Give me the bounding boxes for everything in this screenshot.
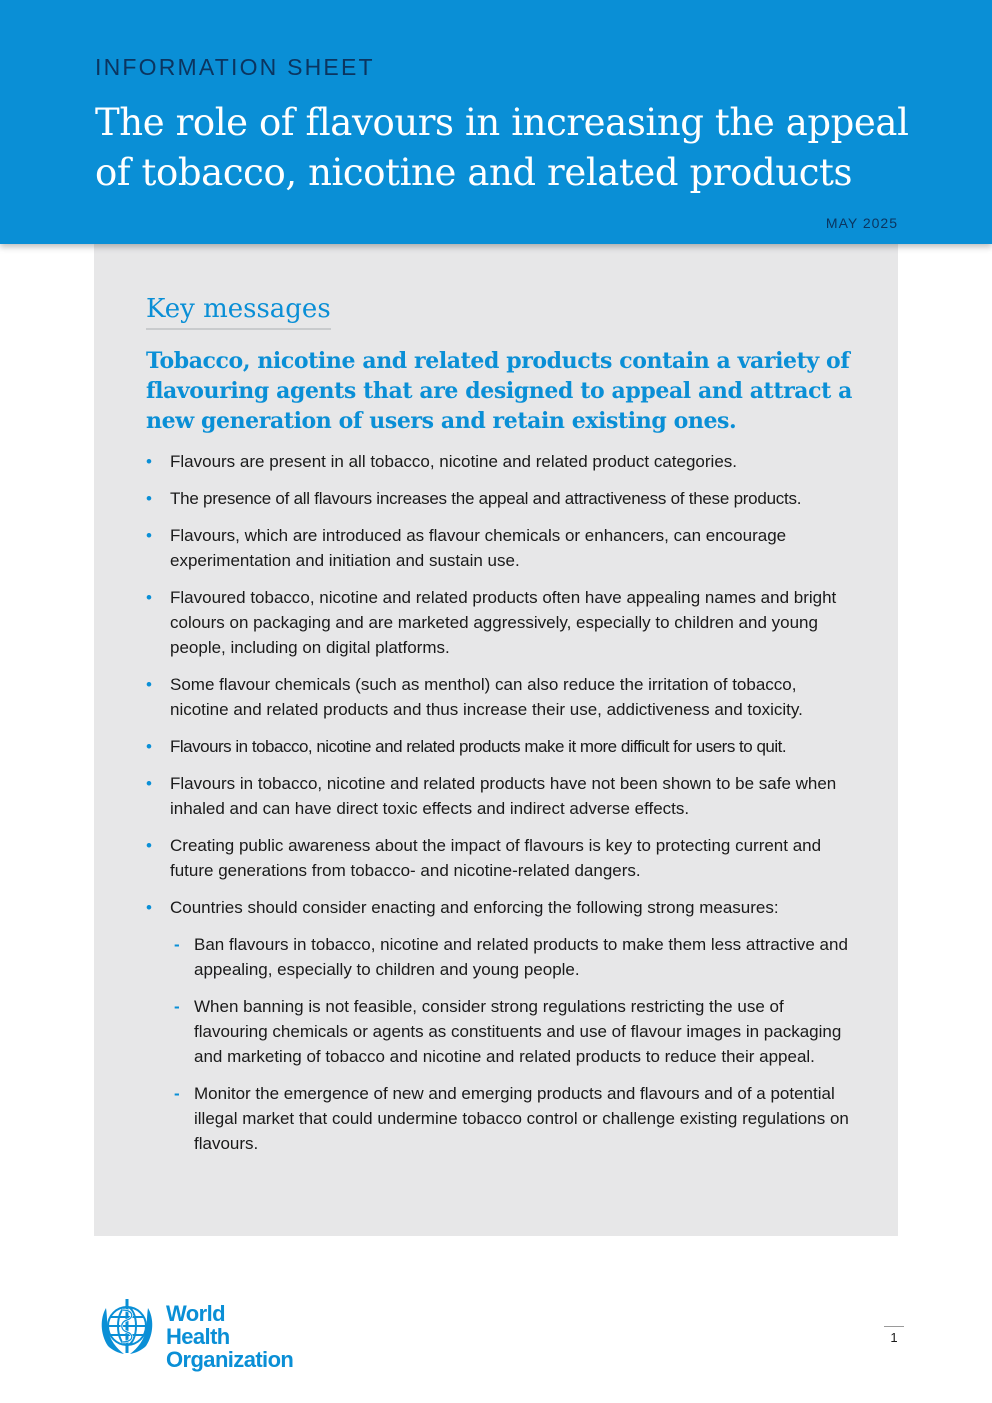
bullet-icon: • bbox=[146, 588, 152, 607]
list-item: • Flavours in tobacco, nicotine and related products make it more difficult for users to quit. bbox=[146, 734, 858, 759]
key-messages-list bbox=[146, 449, 858, 1168]
list-item: • Countries should consider enacting and enforcing the following strong measures: - Ban flavours in tobacco, nicotine and related products to make them less attractive and appealing, especially to children and young people. - When banning is not feasible, consider strong regulations restricting the use of flavouring chemicals or agents as constituents and use of flavour images in packaging and marketing of tobacco and nicotine and related products to reduce their appeal. - Monitor the emergence of new and emerging products and flavours and of a potential illegal market that could undermine tobacco control or challenge existing regulations on flavours. bbox=[146, 895, 858, 1156]
organization-name bbox=[166, 1302, 294, 1371]
document-title: The role of flavours in increasing the appeal of tobacco, nicotine and related products bbox=[95, 101, 909, 194]
list-item: - Ban flavours in tobacco, nicotine and related products to make them less attractive and appealing, especially to children and young people. bbox=[170, 932, 858, 982]
bullet-icon: • bbox=[146, 526, 152, 545]
list-item: • Flavours in tobacco, nicotine and related products have not been shown to be safe when inhaled and can have direct toxic effects and indirect adverse effects. bbox=[146, 771, 858, 821]
who-emblem-icon bbox=[94, 1296, 160, 1356]
list-item: • The presence of all flavours increases the appeal and attractiveness of these products. bbox=[146, 486, 858, 511]
document-type-label: INFORMATION SHEET bbox=[95, 54, 375, 80]
page-number: 1 bbox=[884, 1326, 904, 1345]
organization-name-line1: World Health bbox=[166, 1301, 230, 1349]
measures-sublist bbox=[170, 932, 858, 1156]
section-title: Key messages bbox=[146, 294, 331, 330]
bullet-icon: • bbox=[146, 489, 152, 508]
list-item: • Flavoured tobacco, nicotine and related products often have appealing names and bright colours on packaging and are marketed aggressively, especially to children and young people, including on digital platforms. bbox=[146, 585, 858, 660]
bullet-icon: • bbox=[146, 898, 152, 917]
publication-date: MAY 2025 bbox=[825, 215, 898, 231]
list-item: • Flavours are present in all tobacco, nicotine and related product categories. bbox=[146, 449, 858, 474]
header-banner bbox=[0, 0, 992, 244]
bullet-icon: • bbox=[146, 452, 152, 471]
who-logo bbox=[94, 1296, 294, 1372]
list-item: • Some flavour chemicals (such as menthol) can also reduce the irritation of tobacco, nicotine and related products and thus increase their use, addictiveness and toxicity. bbox=[146, 672, 858, 722]
bullet-icon: • bbox=[146, 836, 152, 855]
list-item: • Flavours, which are introduced as flavour chemicals or enhancers, can encourage experimentation and initiation and sustain use. bbox=[146, 523, 858, 573]
bullet-icon: • bbox=[146, 774, 152, 793]
dash-icon: - bbox=[174, 997, 180, 1016]
bullet-icon: • bbox=[146, 675, 152, 694]
key-messages-panel bbox=[94, 244, 898, 1236]
list-item: - Monitor the emergence of new and emerging products and flavours and of a potential illegal market that could undermine tobacco control or challenge existing regulations on flavours. bbox=[170, 1081, 858, 1156]
lead-statement: Tobacco, nicotine and related products contain a variety of flavouring agents that are designed to appeal and attract a new generation of users and retain existing ones. bbox=[146, 348, 852, 434]
list-item: - When banning is not feasible, consider strong regulations restricting the use of flavouring chemicals or agents as constituents and use of flavour images in packaging and marketing of tobacco and nicotine and related products to reduce their appeal. bbox=[170, 994, 858, 1069]
dash-icon: - bbox=[174, 935, 180, 954]
bullet-icon: • bbox=[146, 737, 152, 756]
organization-name-line2: Organization bbox=[166, 1347, 294, 1372]
list-item: • Creating public awareness about the impact of flavours is key to protecting current and future generations from tobacco- and nicotine-related dangers. bbox=[146, 833, 858, 883]
dash-icon: - bbox=[174, 1084, 180, 1103]
